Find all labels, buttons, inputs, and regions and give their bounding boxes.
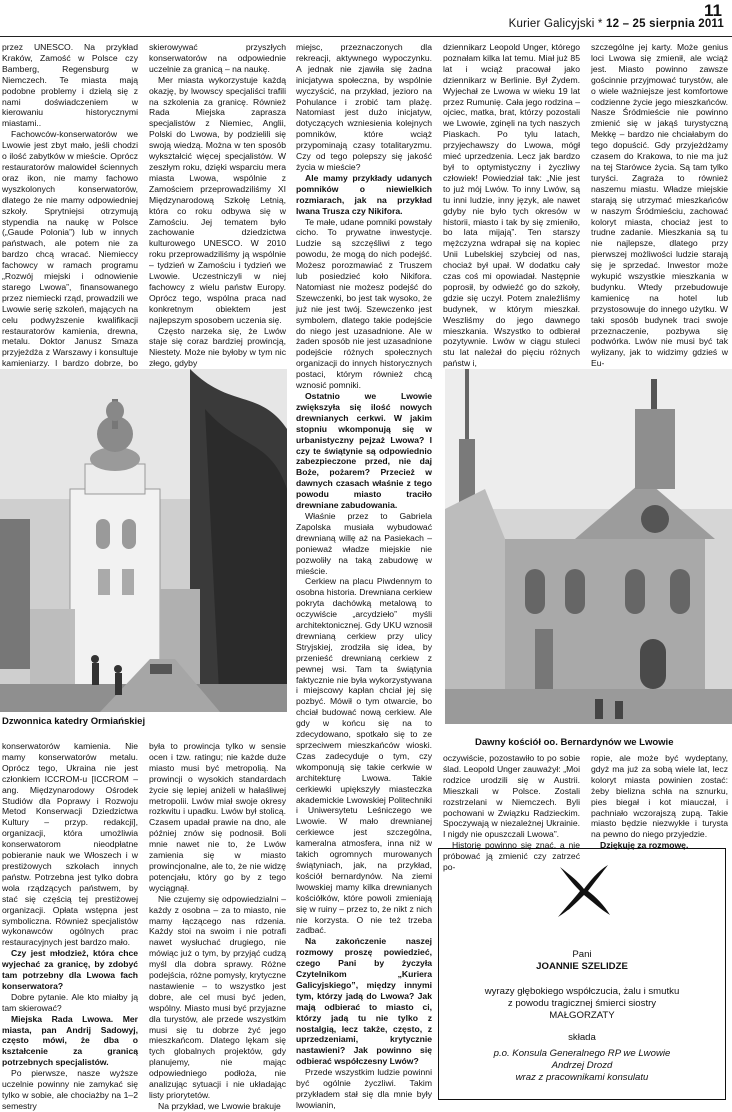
body-paragraph: ropie, ale może być wydeptany, gdyż ma już za sobą wiele lat, lecz koloryt miasta powinien zostać: żeby bielizna schła na sznurku, pies biegał i kot miauczał, i pachniało wczorajszą zupą. Takie miasto będzie niezwykłe i turysta na pewno do niego przyjedzie. [591,753,728,840]
column-3 [296,42,432,1110]
body-paragraph: oczywiście, pozostawiło to po sobie ślad. Leopold Unger zauważył: „Moi rodzice urodzili się w Austrii. Mieszkali w Polsce. Zostali rozstrzelani w Niemczech. Byli pochowani w Związku Radzieckim. Spoczywają w niezależnej Ukrainie. I nigdy nie opuszczali Lwowa”. [443,753,580,840]
header-rule [0,36,732,37]
body-paragraph: szczególne jej karty. Może genius loci Lwowa się zmienił, ale wciąż jest. Miasto powinno zawsze gościnnie przyjmować turystów, ale o wiele ważniejsze jest komfortowe codzienne życie jego mieszkańców. Nasze Śródmieście nie powinno zmienić się w jakąś turystyczną Mekkę – bardzo nie chciałabym do tego dopuścić. Gdy przyjeżdżamy czasem do Krakowa, to nie ma już na tej Starówce życia. Są tam tylko turyści. Zagraża to również naszemu miastu. Władze miejskie starają się utrzymać mieszkańców w naszym Śródmieściu, zachować koloryt miasta, chociaż jest to trudne zadanie. Mieszkania są tu nie najlepsze, dlatego przy pierwszej możliwości ludzie starają się je sprzedać. Inwestor może wykupić wszystkie mieszkania w budynku. Wtedy przebudowuje kamienicę na hotel lub przystosowuje do innego użytku. W taki sposób budynek traci swoje przeznaczenie, pozbywa się podwórka. Lwów nie musi być tak wyłizany, jak to widzimy gdzieś w Eu- [591,42,728,369]
body-paragraph: Nie czujemy się odpowiedzialni – każdy z osobna – za to miasto, nie mamy łączącego nas rdzenia. Każdy stoi na swoim i nie potrafi nawet wysłuchać drugiego, nie mówiąc już o tym, by przyjąć cudzą myśl dla dobra sprawy. Różne podejścia, różne pomysły, krytyczne nastawienie – to wszystko jest dobre, ale cel musi być jeden, wspólny. Miasto musi być przyjazne dla turystów, ale przede wszystkim musi się tu dobrze żyć jego mieszkańcom. Dlatego lękam się tych globalnych projektów, gdy planujemy, nie mając odpowiedniego podłoża, nie analizując sytuacji i nie układając listy priorytetów. [149,893,286,1100]
column-5-bottom [591,753,728,851]
condolence-signatory-title: p.o. Konsula Generalnego RP we Lwowie [493,1048,671,1059]
condolence-line-sympathy: wyrazy głębokiego współczucia, żalu i smutku [484,986,680,997]
header-separator: * [594,18,606,30]
photo-bell-tower [0,369,287,712]
column-4-top [443,42,580,367]
caption-bell-tower: Dzwonnica katedry Ormiańskiej [2,716,146,727]
question-paragraph: Czy jest młodzież, która chce wyjechać za granicę, by zdobyć tam potrzebny dla Lwowa fach konserwatora? [2,948,138,991]
condolence-deceased-name: MAŁGORZATY [549,1010,615,1021]
column-2-bottom [149,741,286,1111]
page-number: 11 [704,1,722,20]
column-1-bottom [2,741,138,1111]
body-paragraph: miejsc, przeznaczonych dla rekreacji, aktywnego wypoczynku. A jednak nie zjawiła się żadna inicjatywa społeczna, by wspólnie wyczyścić, na przykład, jezioro na Pohulance i zrobić tam plażę. Natomiast jest dużo inicjatyw, dotyczących wzniesienia kolejnych pomników, które wciąż przypominają czasy totalitaryzmu. Czy od tego polepszy się jakość życia w mieście? [296,42,432,172]
body-paragraph: Przede wszystkim ludzie powinni być ogólnie życzliwi. Takim przykładem stał się dla mnie były lwowianin, [296,1067,432,1110]
page-header [0,0,732,38]
condolence-box [438,848,726,1100]
body-paragraph: Po pierwsze, nasze wyższe uczelnie powinny nie zamykać się tylko w sobie, ale chociażby na 1–2 semestry [2,1068,138,1111]
publication-name: Kurier Galicyjski [508,18,595,30]
condolence-signatory-name: Andrzej Drozd [551,1060,613,1071]
question-paragraph: Na zakończenie naszej rozmowy proszę powiedzieć, czego Pani by życzyła Czytelnikom „Kuriera Galicyjskiego”, między innymi tym, którzy jadą do Lwowa? Jak mają odbierać to miasto ci, którzy jadą tu nie tylko z nostalgią, lecz także, często, z uprzedzeniami, krytycznie nastawieni? Jak powinno się odbierać współczesny Lwów? [296,936,432,1067]
body-paragraph: Często narzeka się, że Lwów staje się coraz bardziej prowincją, Niestety. Może nie byłoby w tym nic złego, gdyby [149,325,286,369]
church-illustration [445,369,732,724]
condolence-line-offers: składa [568,1032,596,1043]
condolence-line-addressee: Pani [572,949,592,960]
condolence-name: JOANNIE SZELIDZE [536,961,628,972]
condolence-line-reason: z powodu tragicznej śmierci siostry [507,998,657,1009]
column-5-top [591,42,728,367]
issue-date: 12 – 25 sierpnia 2011 [605,18,724,30]
body-paragraph: Cerkiew na placu Piwdennym to osobna historia. Drewniana cerkiew pokryta dachówką metalową to oczywiście „arcydzieło” myśli architektonicznej. Gdy UKU wznosił drewnianą cerkiew przy ulicy Stryjskiej, zrodziła się idea, by przenieść drewnianą cerkiew z pewnej wsi. Tam ta świątynia faktycznie nie była wykorzystywana i miejscowy kapłan chciał jej się pozbyć. Mówił o tym otwarcie, bo chciał budować nową cerkiew. Ale gdy w końcu się na to zdecydowano, spotkało się to ze sprzeciwem mieszkańców wioski. Czas zadecyduje o tym, czy wkomponują się takie cerkwie w architekturę Lwowa. Takie cerkiewki upiększyły miasteczka akademickie Lwowskiej Politechniki i Uniwersytetu Leśniczego we Lwowie. W mało drewnianej cerkiewce jest szczególna, kameralna atmosfera, inna niż w takich ogromnych murowanych świątyniach, jak, na przykład, kościół bernardynów. Na ziemi lwowskiej mamy kilka drewnianych kościółków, które powoli zmieniają się w ruiny – przez to, że nikt z nich nie korzysta. O nie też trzeba zadbać. [296,576,432,936]
body-paragraph: Fachowców-konserwatorów we Lwowie jest zbyt mało, jeśli chodzi o ilość zabytków w mieście. Oprócz restauratorów malowideł ściennych oraz ikon, nie mamy fachowo wyszkolonych konserwatorów, dlatego że nie mamy odpowiedniej szkoły. Sprytniejsi otrzymują stypendia na naukę w Polsce („Gaude Polonia”) lub w innych państwach, ale potem nie za bardzo chcą wracać. Niemieccy fachowcy w ramach programu „Rozwój miejski i odnowienie starego Lwowa”, finansowanego przez niemiecki rząd, prowadzili we Lwowie serię szkoleń, mających na celu podwyższenie kwalifikacji restauratorów kamienia, drewna, metalu. Doktor Janusz Smaza przyjeżdża z Warszawy i konsultuje kamieniarzy. I bardzo dobrze, bo [2,129,138,369]
question-paragraph: Ostatnio we Lwowie zwiększyła się ilość nowych drewnianych cerkwi. W jakim stopniu wkomponują się w urbanistyczny pejzaż Lwowa? I czy te świątynie są odpowiednio zabezpieczone przed, nie daj Boże, pożarem? Przecież w dawnych czasach właśnie z tego powodu miasto traciło drewniane zabudowania. [296,391,432,511]
question-paragraph: Miejska Rada Lwowa. Mer miasta, pan Andrij Sadowyj, często mówi, że dba o kształcenie za granicą potrzebnych specjalistów. [2,1013,138,1068]
question-paragraph: Ale mamy przykłady udanych pomników o niewielkich rozmiarach, jak na przykład Iwana Trusza czy Nikifora. [296,172,432,216]
body-paragraph: była to prowincja tylko w sensie ocen i tzw. ratingu; nie każde duże miasto musi być metropolią. Na prowincji o wysokich standardach życie się lepiej aniżeli w hałaśliwej metropolii. Lwów miał swoje okresy rozkwitu i upadku. Lwów był stolicą. Czasem upadał prawie na dno, ale później znów się podnosił. Boli mnie nawet nie to, że Lwów zamienia się w miasto prowincjonalne, ale to, że nie widzę potencjału, który go by z tego wyciągnął. [149,741,286,893]
condolence-signatory-staff: wraz z pracownikami konsulatu [515,1072,649,1083]
body-paragraph: dziennikarz Leopold Unger, którego poznałam kilka lat temu. Miał już 85 lat i wciąż pracował jako dziennikarz w Berlinie. Był Żydem. Wyjechał ze Lwowa w wieku 19 lat przez Rumunię. Cała jego rodzina – ojciec, matka, brat, którzy pozostali we Lwowie, zginęli na tych naszych Piaskach. Po tylu latach, przyjechawszy do Lwowa, mógł mieć uprzedzenia. Lecz jak bardzo był to optymistyczny i życzliwy człowiek! Powiedział tak: „Nie jest to już mój Lwów. To inny Lwów, są tu inni ludzie, inny język, ale nawet gdyby nie było tych okresów w historii, miasto i tak by się zmieniło, bo lata mijają”. Ten starszy mężczyzna wdrapał się na kopiec Unii Lubelskiej szybciej od nas, chociaż był upał. W dodatku cały czas coś mi opowiadał. Następnie poprosił, by odwieźć go do szkoły, gdzie się uczył. Potem znaleźliśmy budynek, w którym mieszkał. Weszliśmy do jego dawnego mieszkania. Wszystko to odbierał pozytywnie. Lwów w ciągu stuleci stu lat należał do pięciu różnych państw i, [443,42,580,369]
body-paragraph: Dobre pytanie. Ale kto miałby ją tam skierować? [2,991,138,1013]
caption-bernardine-church: Dawny kościół oo. Bernardynów we Lwowie [475,737,674,748]
bell-tower-illustration [0,369,287,712]
column-1-top [2,42,138,367]
question-paragraph: Dziękuję za rozmowę. [600,840,689,851]
body-paragraph: Na przykład, we Lwowie brakuje [158,1100,281,1111]
masthead-line [509,18,724,30]
body-paragraph: Te małe, udane pomniki powstały cicho. To prywatne inwestycje. Ludzie są szczęśliwi z tego powodu, że mogą do nich podejść. Możesz porozmawiać z Truszem lub posiedzieć koło Nikifora. Natomiast nie możesz podejść do Szewczenki, bo jest tak wysoko, że już nie jest twój. Szewczenko jest symbolem, dlatego takie podejście do niego jest uzasadnione. Ale w żaden sposób nie jest uzasadnione podejście różnych społecznych organizacji do innych historycznych postaci, którym również chcą wznosić pomniki. [296,216,432,391]
body-paragraph: Właśnie przez to Gabriela Zapolska musiała wybudować drewnianą willę aż na Pasiekach – ponieważ władze miejskie nie pozwoliły na taką zabudowę w mieście. [296,510,432,576]
photo-bernardine-church [445,369,732,724]
column-2-top [149,42,286,367]
cross-icon [556,861,612,919]
body-paragraph: skierowywać przyszłych konserwatorów na odpowiednie uczelnie za granicą – na naukę. [149,42,286,74]
body-paragraph: Historię powinno się znać, a nie próbować ją zmienić czy zatrzeć po- [443,840,580,873]
body-paragraph: Mer miasta wykorzystuje każdą okazję, by lwowscy specjaliści trafili na szkolenia za granicę. Również Rada Miejska zaprasza specjalistów z Niemiec, Anglii, Polski do Lwowa, by podzielili się swoją wiedzą. Można w ten sposób wykształcić więcej specjalistów. W zeszłym roku, dzięki wsparciu mera miasta Lwowa, wspólnie z Zamościem przeprowadziliśmy XI Międzynarodową Szkołę Letnią, która co roku odbywa się w Zamościu. Jej tematem było zachowanie dziedzictwa kulturowego UNESCO. W 2010 roku przeprowadziliśmy ją wspólnie – tydzień w Zamościu i tydzień we Lwowie. Uczestniczyli w niej fachowcy z wielu państw Europy. Oprócz tego, wspólna praca nad konkretnym obiektem jest najlepszym sposobem uczenia się. [149,74,286,325]
column-4-bottom [443,753,580,873]
body-paragraph: przez UNESCO. Na przykład Kraków, Zamość w Polsce czy Bamberg, Regensburg w Niemczech. Te miasta mają podobne problemy i dzielą się z nami doświadczeniem w kierowaniu historycznymi miastami.. [2,42,138,129]
body-paragraph: konserwatorów kamienia. Nie mamy konserwatorów metalu. Oprócz tego, Ukraina nie jest członkiem ICCROM-u [ICCROM – ang. Międzynarodowy Ośrodek Studiów dla Poprawy i Rozwoju Metod Konserwacji Dziedzictwa Kultury – przyp. redakcji], organizacji, która umożliwia konserwatorom nieodpłatne pobieranie nauk we Włoszech i w prestiżowych szkołach innych państw. Potrzebna jest tylko dobra wola rządzących państwem, by stać się częścią tej prestiżowej organizacji. Opłata wstępna jest symboliczna. Również specjalistów wykonawców ogólnych prac restauracyjnych jest bardzo mało. [2,741,138,948]
